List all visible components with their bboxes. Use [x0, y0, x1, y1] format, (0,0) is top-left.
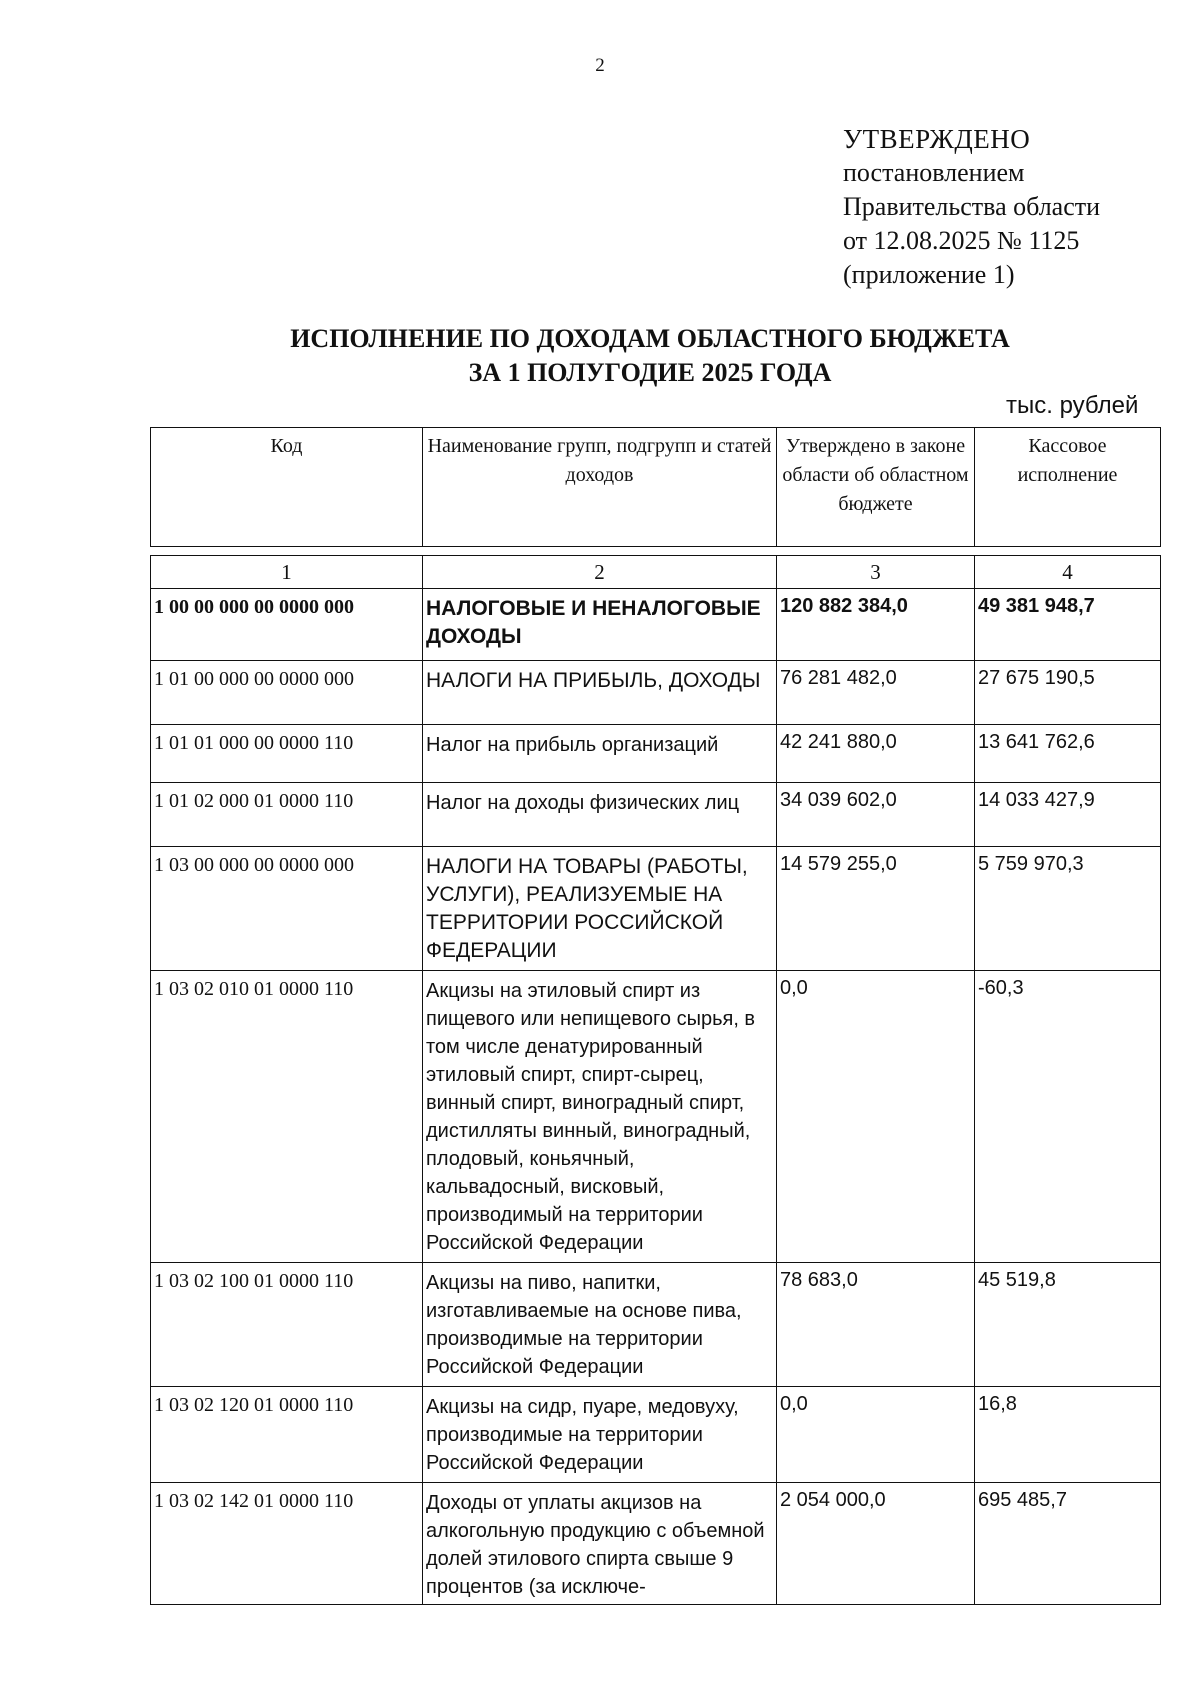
- header-executed: Кассовое исполнение: [975, 428, 1161, 547]
- title-line-2: ЗА 1 ПОЛУГОДИЕ 2025 ГОДА: [468, 358, 832, 387]
- row-name: Налог на прибыль организаций: [423, 725, 777, 783]
- row-executed: 5 759 970,3: [975, 847, 1161, 971]
- approval-stamp: [843, 122, 1100, 292]
- row-name: Акцизы на пиво, напитки, изготавливаемые на основе пива, производимые на территории Российской Федерации: [423, 1263, 777, 1387]
- row-name: Акцизы на сидр, пуаре, медовуху, производимые на территории Российской Федерации: [423, 1387, 777, 1483]
- row-approved: 76 281 482,0: [777, 661, 975, 725]
- header-code: Код: [151, 428, 423, 547]
- table-row: [151, 783, 1161, 847]
- title-line-1: ИСПОЛНЕНИЕ ПО ДОХОДАМ ОБЛАСТНОГО БЮДЖЕТА: [290, 324, 1010, 353]
- table-row: [151, 1387, 1161, 1483]
- table-row: [151, 661, 1161, 725]
- column-number: 2: [423, 556, 777, 589]
- approval-line: Правительства области: [843, 192, 1101, 221]
- row-code: 1 01 00 000 00 0000 000: [151, 661, 423, 725]
- row-executed: 14 033 427,9: [975, 783, 1161, 847]
- row-name: НАЛОГИ НА ПРИБЫЛЬ, ДОХОДЫ: [423, 661, 777, 725]
- column-number: 3: [777, 556, 975, 589]
- row-code: 1 03 02 120 01 0000 110: [151, 1387, 423, 1483]
- table-row: [151, 971, 1161, 1263]
- units-label: тыс. рублей: [1006, 392, 1139, 419]
- header-approved: Утверждено в законе области об областном бюджете: [777, 428, 975, 547]
- revenue-table: [150, 555, 1161, 1605]
- column-number: 4: [975, 556, 1161, 589]
- row-approved: 34 039 602,0: [777, 783, 975, 847]
- table-header: [150, 427, 1161, 547]
- row-executed: 27 675 190,5: [975, 661, 1161, 725]
- table-row: [151, 847, 1161, 971]
- approval-line: постановлением: [843, 158, 1025, 187]
- row-executed: -60,3: [975, 971, 1161, 1263]
- row-approved: 2 054 000,0: [777, 1483, 975, 1605]
- column-number: 1: [151, 556, 423, 589]
- row-code: 1 01 02 000 01 0000 110: [151, 783, 423, 847]
- row-approved: 0,0: [777, 1387, 975, 1483]
- row-name: НАЛОГОВЫЕ И НЕНАЛОГОВЫЕ ДОХОДЫ: [423, 589, 777, 661]
- row-code: 1 00 00 000 00 0000 000: [151, 589, 423, 661]
- row-name: Доходы от уплаты акцизов на алкогольную продукцию с объемной долей этилового спирта свыше 9 процентов (за исключе-: [423, 1483, 777, 1605]
- column-number-row: [151, 556, 1161, 589]
- header-name: Наименование групп, подгрупп и статей доходов: [423, 428, 777, 547]
- row-approved: 120 882 384,0: [777, 589, 975, 661]
- table-row: [151, 1263, 1161, 1387]
- row-name: НАЛОГИ НА ТОВАРЫ (РАБОТЫ, УСЛУГИ), РЕАЛИЗУЕМЫЕ НА ТЕРРИТОРИИ РОССИЙСКОЙ ФЕДЕРАЦИИ: [423, 847, 777, 971]
- approval-date-line: от 12.08.2025 № 1125: [843, 226, 1080, 255]
- table-row: [151, 725, 1161, 783]
- row-approved: 0,0: [777, 971, 975, 1263]
- row-code: 1 03 02 142 01 0000 110: [151, 1483, 423, 1605]
- row-approved: 78 683,0: [777, 1263, 975, 1387]
- row-code: 1 03 02 100 01 0000 110: [151, 1263, 423, 1387]
- approval-annex-line: (приложение 1): [843, 260, 1015, 289]
- row-executed: 45 519,8: [975, 1263, 1161, 1387]
- row-executed: 695 485,7: [975, 1483, 1161, 1605]
- approval-heading: УТВЕРЖДЕНО: [843, 124, 1031, 154]
- row-approved: 42 241 880,0: [777, 725, 975, 783]
- row-code: 1 03 02 010 01 0000 110: [151, 971, 423, 1263]
- document-title: [150, 322, 1150, 390]
- row-name: Акцизы на этиловый спирт из пищевого или непищевого сырья, в том числе денатурированный этиловый спирт, спирт-сырец, винный спирт, виноградный спирт, дистилляты винный, виноградный, плодовый, коньячный, кальвадосный, висковый, производимый на территории Российской Федерации: [423, 971, 777, 1263]
- page-number: 2: [595, 55, 605, 76]
- table-row: [151, 1483, 1161, 1605]
- row-code: 1 03 00 000 00 0000 000: [151, 847, 423, 971]
- row-executed: 16,8: [975, 1387, 1161, 1483]
- table-row: [151, 589, 1161, 661]
- row-approved: 14 579 255,0: [777, 847, 975, 971]
- row-executed: 13 641 762,6: [975, 725, 1161, 783]
- row-name: Налог на доходы физических лиц: [423, 783, 777, 847]
- row-code: 1 01 01 000 00 0000 110: [151, 725, 423, 783]
- row-executed: 49 381 948,7: [975, 589, 1161, 661]
